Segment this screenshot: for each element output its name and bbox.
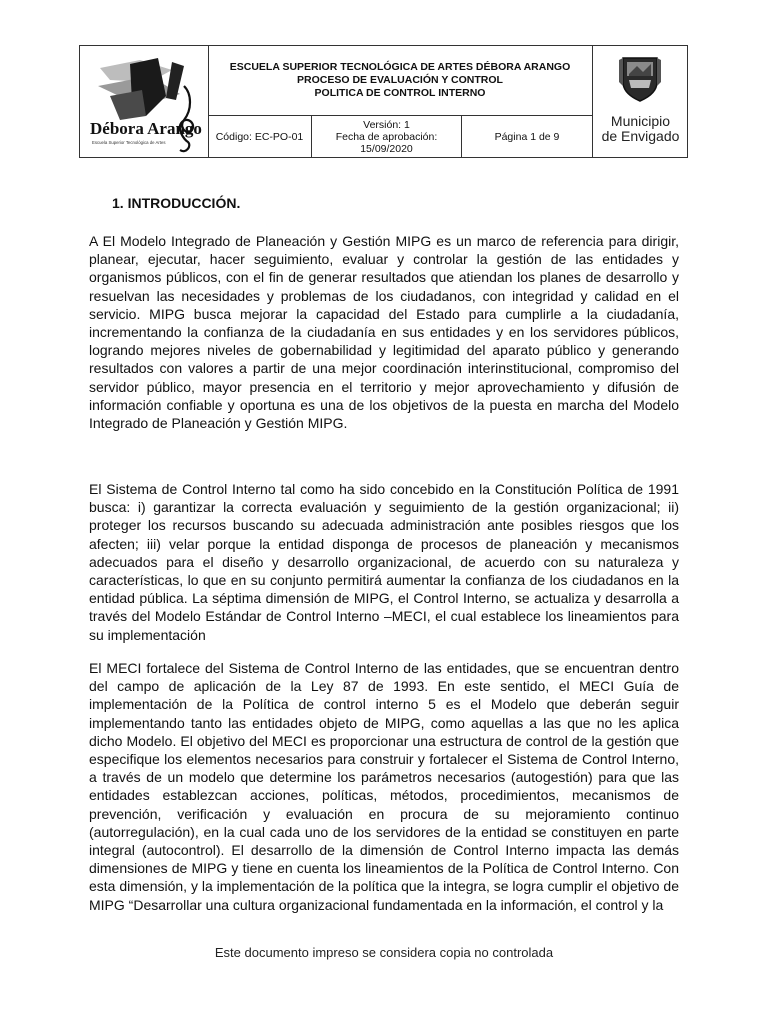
municipio-logo [592, 46, 688, 157]
paragraph: El Sistema de Control Interno tal como ha sido concebido en la Constitución Política de 1991 busca: i) garantizar la correcta evaluación y seguimiento de la gestión organizacional; ii) proteger los recursos buscando su adecuada administración ante posibles riesgos que los afecten; iii) velar porque la entidad disponga de procesos de planeación y mecanismos adecuados para el diseño y desarrollo organizacional, de acuerdo con su naturaleza y características, lo que en su conjunto permitirá aumentar la confianza de los ciudadanos en la entidad pública. La séptima dimensión de MIPG, el Control Interno, se actualiza y desarrolla a través del Modelo Estándar de Control Interno –MECI, el cual establece los lineamientos para su implementación [89, 481, 679, 643]
svg-text:Débora Arango: Débora Arango [90, 119, 202, 138]
page-footer: Este documento impreso se considera copia no controlada [214, 945, 554, 960]
institution-name: ESCUELA SUPERIOR TECNOLÓGICA DE ARTES DÉBORA ARANGO [229, 61, 571, 73]
paragraph: El MECI fortalece del Sistema de Control Interno de las entidades, que se encuentran dentro del campo de aplicación de la Ley 87 de 1993. En este sentido, el MECI Guía de implementación de la Política de control interno 5 es el Modelo que deberán seguir implementando tanto las entidades objeto de MIPG, como aquellas a las que no les aplica dicho Modelo. El objetivo del MECI es proporcionar una estructura de control de la gestión que especifique los elementos necesarios para construir y fortalecer el Sistema de Control Interno, a través de un modelo que determine los parámetros necesarios (autogestión) para que las entidades establezcan acciones, políticas, métodos, procedimientos, mecanismos de prevención, verificación y evaluación en procura de su mejoramiento continuo (autorregulación), en la cual cada uno de los servidores de la entidad se constituyen en parte integral (autocontrol). El desarrollo de la dimensión de Control Interno impacta las demás dimensiones de MIPG y tiene en cuenta los lineamientos de la Política de Control Interno. Con esta dimensión, y la implementación de la política que la integra, se logra cumplir el objetivo de MIPG “Desarrollar una cultura organizacional fundamentada en la información, el control y la [89, 660, 679, 913]
paragraph: A El Modelo Integrado de Planeación y Gestión MIPG es un marco de referencia para dirigir, planear, ejecutar, hacer seguimiento, evaluar y controlar la gestión de las entidades y organismos públicos, con el fin de generar resultados que atiendan los planes de desarrollo y resuelvan las necesidades y problemas de los ciudadanos, con integridad y calidad en el servicio. MIPG busca mejorar la capacidad del Estado para cumplirle a la ciudadanía, incrementando la confianza de la ciudadanía en sus entidades y en los servidores públicos, logrando mejores niveles de gobernabilidad y legitimidad del aparato público y generando resultados con valores a partir de una mejor coordinación interinstitucional, compromiso del servidor público, mayor presencia en el territorio y mejor aprovechamiento y difusión de información confiable y oportuna es una de los objetivos de la puesta en marcha del Modelo Integrado de Planeación y Gestión MIPG. [89, 233, 679, 432]
document-code: Código: EC-PO-01 [208, 116, 312, 157]
process-name: PROCESO DE EVALUACIÓN Y CONTROL [297, 74, 503, 86]
document-header [79, 45, 688, 158]
version-and-date [312, 116, 462, 157]
version: Versión: 1 [363, 119, 410, 131]
school-logo [80, 46, 209, 157]
approval-label: Fecha de aprobación: [335, 131, 438, 143]
svg-text:Escuela Superior Tecnológica d: Escuela Superior Tecnológica de Artes [92, 140, 166, 145]
page-number: Página 1 de 9 [494, 131, 560, 143]
coat-of-arms-icon [593, 46, 688, 108]
header-meta-row [208, 116, 592, 157]
debora-arango-logo [80, 46, 208, 157]
municipio-name [593, 114, 688, 144]
approval-date: 15/09/2020 [360, 143, 413, 155]
document-name: POLITICA DE CONTROL INTERNO [314, 87, 486, 99]
section-title: 1. INTRODUCCIÓN. [112, 195, 241, 211]
municipio-line2: de Envigado [601, 128, 680, 144]
header-info [208, 46, 592, 157]
municipio-line1: Municipio [610, 113, 671, 129]
header-titles [208, 46, 592, 116]
